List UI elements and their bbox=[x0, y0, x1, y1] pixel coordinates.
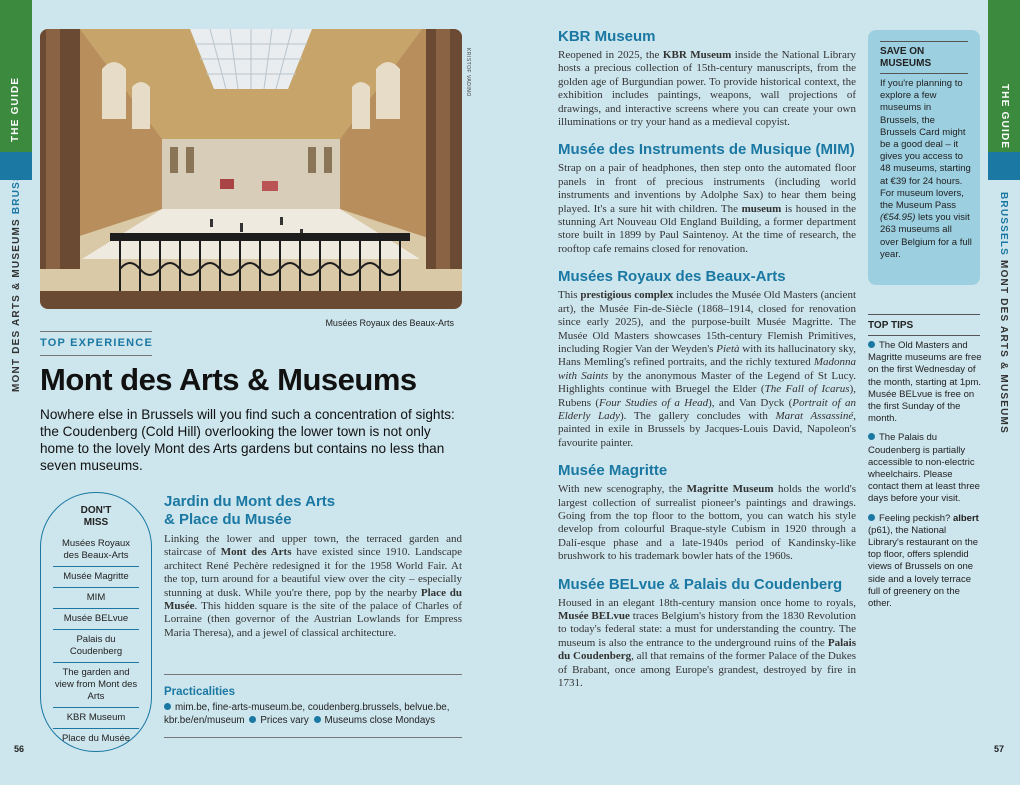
belvue-heading: Musée BELvue & Palais du Coudenberg bbox=[558, 575, 843, 593]
eyebrow-divider-top bbox=[40, 331, 152, 332]
practicalities-divider-bottom bbox=[164, 737, 462, 738]
dont-miss-item: Musées Royaux des Beaux-Arts bbox=[53, 534, 139, 567]
left-breadcrumb-plain: MONT DES ARTS & MUSEUMS bbox=[11, 218, 22, 392]
save-box-text: If you're planning to explore a few museums in Brussels, the Brussels Card might be a good deal – it gives you access to 48 museums, starting at €39 for 24 hours. For museum lovers, the Museum Pass (€54.95) lets you visit 263 museums all over Belgium for a full year. bbox=[880, 78, 972, 260]
right-main-column bbox=[558, 28, 856, 690]
right-side-tab-label: THE GUIDE bbox=[999, 84, 1010, 150]
jardin-heading bbox=[164, 493, 462, 529]
mim-heading: Musée des Instruments de Musique (MIM) bbox=[558, 141, 855, 159]
kbr-paragraph: Reopened in 2025, the KBR Museum inside the National Library hosts a precious collection of 15th-century manuscripts, from the golden age of Burgundian power. To provide historical context, the exhibition includes paintings, weapons, wall projections of drawings, and interactive screens where you can create your own illuminations or try your hand as a medieval copyist. bbox=[558, 49, 857, 129]
mim-paragraph: Strap on a pair of headphones, then step onto the automated floor panels in front of precious instruments (including world instruments and inventions by Adolphe Sax) to hear them being played. It's a sure hit with children. The museum is housed in the stunning Art Nouveau Old England Building, a former department store built in 1899 by Paul Saintenoy. At the time of research, the rooftop cafe remains closed for renovation. bbox=[558, 162, 857, 255]
top-tip-item: The Old Masters and Magritte museums are free on the first Wednesday of the month, starting at 1pm. Musée BELvue is free on the first Sunday of the month. bbox=[868, 340, 982, 425]
right-side-tab-blue bbox=[988, 152, 1020, 180]
page-number-left: 56 bbox=[14, 744, 25, 754]
practicalities-websites: mim.be, fine-arts-museum.be, coudenberg.brussels, belvue.be, kbr.be/en/museum bbox=[164, 702, 450, 726]
left-side-breadcrumb bbox=[11, 150, 22, 392]
dont-miss-item: The garden and view from Mont des Arts bbox=[53, 663, 139, 708]
page-number-right: 57 bbox=[994, 744, 1005, 754]
practicalities-divider-top bbox=[164, 674, 462, 675]
prestigious-complex-bold: prestigious complex bbox=[580, 289, 674, 302]
right-breadcrumb-accent: BRUSSELS bbox=[998, 192, 1009, 257]
bullet-dot-icon bbox=[164, 703, 171, 710]
beaux-arts-paragraph: This prestigious complex includes the Musée Old Masters (ancient art), the Musée Fin-de-Siècle (1868–1914, closed for renovation since early 2025), and the purpose-built Musée Magritte. The Musée Old Masters showcases 15th-century Flemish Primitives, including Rogier Van der Weyden's Pietà with its hallucinatory sky, Hans Memling's refined portraits, and the richly textured Madonna with Saints by the anonymous Master of the Legend of St Lucy. Highlights continue with Bruegel the Elder (The Fall of Icarus), Rubens (Four Studies of a Head), and Van Dyck (Portrait of an Elderly Lady). The gallery concludes with Marat Assassiné, painted in exile in Brussels by Jacques-Louis David, Napoleon's favourite painter. bbox=[558, 289, 857, 449]
belvue-paragraph: Housed in an elegant 18th-century mansion once home to royals, Musée BELvue traces Belgium's history from the 1830 Revolution to today's federal state: a must for understanding the country. The museum is also the entrance to the underground ruins of the Palais du Coudenberg, all that remains of the former Palace of the Dukes of Brabant, once among Europe's grandest, destroyed by fire in 1731. bbox=[558, 596, 856, 690]
practicalities-text bbox=[164, 701, 462, 727]
magritte-museum-bold: Magritte Museum bbox=[686, 483, 774, 496]
beaux-arts-heading: Musées Royaux des Beaux-Arts bbox=[558, 268, 786, 286]
left-side-tab-label: THE GUIDE bbox=[10, 76, 21, 142]
save-box-divider-bottom bbox=[880, 73, 968, 74]
bullet-dot-icon bbox=[868, 341, 875, 348]
top-tips-list bbox=[868, 340, 982, 610]
museum-bold: museum bbox=[741, 202, 782, 215]
musee-belvue-bold: Musée BELvue bbox=[558, 610, 630, 622]
practicalities-closed: Museums close Mondays bbox=[324, 715, 436, 726]
bullet-dot-icon bbox=[868, 433, 875, 440]
top-tip-item: Feeling peckish? albert (p61), the National Library's restaurant on the top floor, offers splendid views of Brussels on one side and a lovely terrace full of greenery on the other. bbox=[868, 512, 979, 610]
kbr-museum-bold: KBR Museum bbox=[662, 49, 732, 61]
photo-credit: KRISTOF VADINO bbox=[465, 48, 471, 97]
dont-miss-item: MIM bbox=[53, 588, 139, 609]
right-breadcrumb-plain: MONT DES ARTS & MUSEUMS bbox=[998, 260, 1009, 434]
kbr-heading: KBR Museum bbox=[558, 28, 656, 45]
right-side-breadcrumb bbox=[998, 192, 1009, 434]
bullet-dot-icon bbox=[314, 716, 321, 723]
dont-miss-panel bbox=[40, 492, 152, 752]
magritte-paragraph: With new scenography, the Magritte Museum holds the world's largest collection of surrealist pioneer's paintings and drawings. Going from the top floor to the bottom, you can watch his style develop from colourful Braque-style Cubism in 1920 through a Dalí-esque phase and a late-1940s period of Kandinsky-like brushwork to his trademark bowler hats of the 1960s. bbox=[558, 483, 856, 563]
jardin-heading-line1: Jardin du Mont des Arts bbox=[164, 493, 336, 510]
dont-miss-item: Musée Magritte bbox=[53, 567, 139, 588]
palais-coudenberg-bold: Palais du Coudenberg bbox=[558, 636, 856, 663]
page-title: Mont des Arts & Museums bbox=[40, 362, 417, 397]
museum-hall-photo bbox=[40, 29, 462, 309]
top-tips-divider-top bbox=[868, 314, 980, 315]
practicalities-section bbox=[164, 686, 462, 727]
intro-paragraph: Nowhere else in Brussels will you find such a concentration of sights: the Coudenberg (Cold Hill) overlooking the lower town is not only home to the lovely Mont des Arts gardens but contains no less than seven museums. bbox=[40, 407, 455, 473]
albert-bold: albert bbox=[952, 512, 979, 524]
dont-miss-item: Place du Musée bbox=[61, 733, 131, 744]
top-tips-heading: TOP TIPS bbox=[868, 320, 914, 331]
jardin-paragraph: Linking the lower and upper town, the terraced garden and staircase of Mont des Arts have existed since 1910. Landscape architect René Pechère redesigned it for the 1958 World Fair. At the top, turn around for a beautiful view over the city – especially stunning at dusk. While you're there, pop by the nearby Place du Musée. This hidden square is the site of the palace of Charles of Lorraine (then governor of the Austrian Lowlands for Empress Maria Theresa), and a jewel of classical architecture. bbox=[164, 533, 463, 639]
magritte-heading: Musée Magritte bbox=[558, 462, 668, 480]
jardin-heading-line2: & Place du Musée bbox=[164, 511, 292, 528]
save-box-heading: SAVE ON MUSEUMS bbox=[880, 46, 932, 69]
bullet-dot-icon bbox=[868, 514, 875, 521]
mont-des-arts-bold: Mont des Arts bbox=[220, 546, 292, 559]
practicalities-prices: Prices vary bbox=[260, 715, 309, 726]
eyebrow-divider-bottom bbox=[40, 355, 152, 356]
eyebrow-label: TOP EXPERIENCE bbox=[40, 337, 153, 349]
dont-miss-item: Palais du Coudenberg bbox=[53, 630, 139, 663]
jardin-section bbox=[164, 493, 462, 640]
practicalities-heading: Practicalities bbox=[164, 686, 235, 698]
place-du-musee-bold: Place du Musée bbox=[164, 586, 463, 613]
left-breadcrumb-accent: BRUSSELS bbox=[11, 150, 22, 215]
dont-miss-item: Musée BELvue bbox=[53, 609, 139, 630]
dont-miss-heading: DON'T MISS bbox=[80, 505, 112, 528]
top-tip-item: The Palais du Coudenberg is partially accessible to non-electric wheelchairs. Please contact them at least three days before your visit. bbox=[868, 432, 980, 505]
save-on-museums-box bbox=[868, 30, 980, 285]
photo-caption: Musées Royaux des Beaux-Arts bbox=[325, 318, 454, 328]
bullet-dot-icon bbox=[249, 716, 256, 723]
save-box-divider-top bbox=[880, 41, 968, 42]
top-tips-divider-bottom bbox=[868, 335, 980, 336]
dont-miss-item: KBR Museum bbox=[53, 708, 139, 729]
